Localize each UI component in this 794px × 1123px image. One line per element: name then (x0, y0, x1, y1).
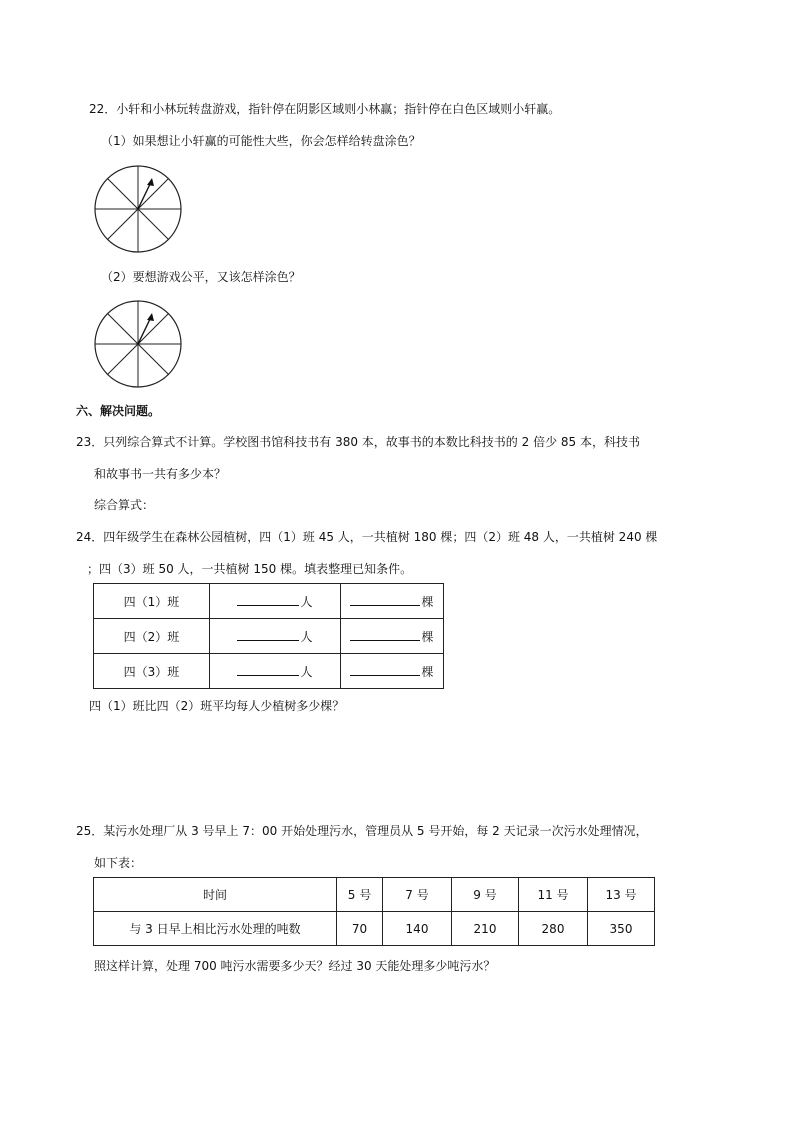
table-row (94, 619, 444, 654)
trees-cell: 棵 (341, 654, 444, 689)
q23-line2: 和故事书一共有多少本？ (94, 467, 227, 481)
q24-line2: ；四（3）班 50 人，一共植树 150 棵。填表整理已知条件。 (87, 562, 413, 576)
q24-question: 四（1）班比四（2）班平均每人少植树多少棵？ (89, 699, 345, 713)
blank-field[interactable] (350, 628, 420, 641)
value-cell: 140 (383, 912, 452, 946)
value-cell: 350 (588, 912, 655, 946)
q25-line2: 如下表： (94, 856, 143, 870)
table-row (94, 878, 655, 912)
section-title: 六、解决问题。 (76, 404, 161, 418)
blank-field[interactable] (237, 628, 299, 641)
people-cell: 人 (210, 654, 341, 689)
class-name: 四（3）班 (94, 654, 210, 689)
blank-field[interactable] (350, 663, 420, 676)
q25-table (93, 877, 655, 946)
blank-field[interactable] (237, 663, 299, 676)
blank-field[interactable] (237, 593, 299, 606)
trees-cell: 棵 (341, 619, 444, 654)
q22-part1: （1）如果想让小轩赢的可能性大些，你会怎样给转盘涂色？ (101, 134, 421, 148)
table-row (94, 912, 655, 946)
value-cell: 280 (519, 912, 588, 946)
date-header: 5 号 (337, 878, 383, 912)
people-cell: 人 (210, 619, 341, 654)
table-row (94, 584, 444, 619)
people-cell: 人 (210, 584, 341, 619)
spinner-wheel-2 (93, 299, 183, 389)
q25-question: 照这样计算，处理 700 吨污水需要多少天？经过 30 天能处理多少吨污水？ (94, 959, 496, 973)
date-header: 9 号 (452, 878, 519, 912)
class-name: 四（2）班 (94, 619, 210, 654)
q25-line1: 25．某污水处理厂从 3 号早上 7：00 开始处理污水，管理员从 5 号开始，每 2 天记录一次污水处理情况， (76, 824, 648, 838)
q22-part2: （2）要想游戏公平，又该怎样涂色？ (101, 270, 301, 284)
date-header: 7 号 (383, 878, 452, 912)
blank-field[interactable] (350, 593, 420, 606)
time-header: 时间 (94, 878, 337, 912)
trees-cell: 棵 (341, 584, 444, 619)
value-cell: 70 (337, 912, 383, 946)
date-header: 13 号 (588, 878, 655, 912)
table-row (94, 654, 444, 689)
date-header: 11 号 (519, 878, 588, 912)
row-label: 与 3 日早上相比污水处理的吨数 (94, 912, 337, 946)
spinner-wheel-1 (93, 164, 183, 254)
q22-stem: 22．小轩和小林玩转盘游戏，指针停在阴影区域则小林赢；指针停在白色区域则小轩赢。 (89, 102, 561, 116)
class-name: 四（1）班 (94, 584, 210, 619)
value-cell: 210 (452, 912, 519, 946)
q23-line1: 23．只列综合算式不计算。学校图书馆科技书有 380 本，故事书的本数比科技书的 2 倍少 85 本，科技书 (76, 435, 640, 449)
q24-line1: 24．四年级学生在森林公园植树，四（1）班 45 人，一共植树 180 棵；四（2）班 48 人，一共植树 240 棵 (76, 530, 658, 544)
q24-table (93, 583, 444, 689)
q23-answer-label: 综合算式： (94, 498, 155, 512)
